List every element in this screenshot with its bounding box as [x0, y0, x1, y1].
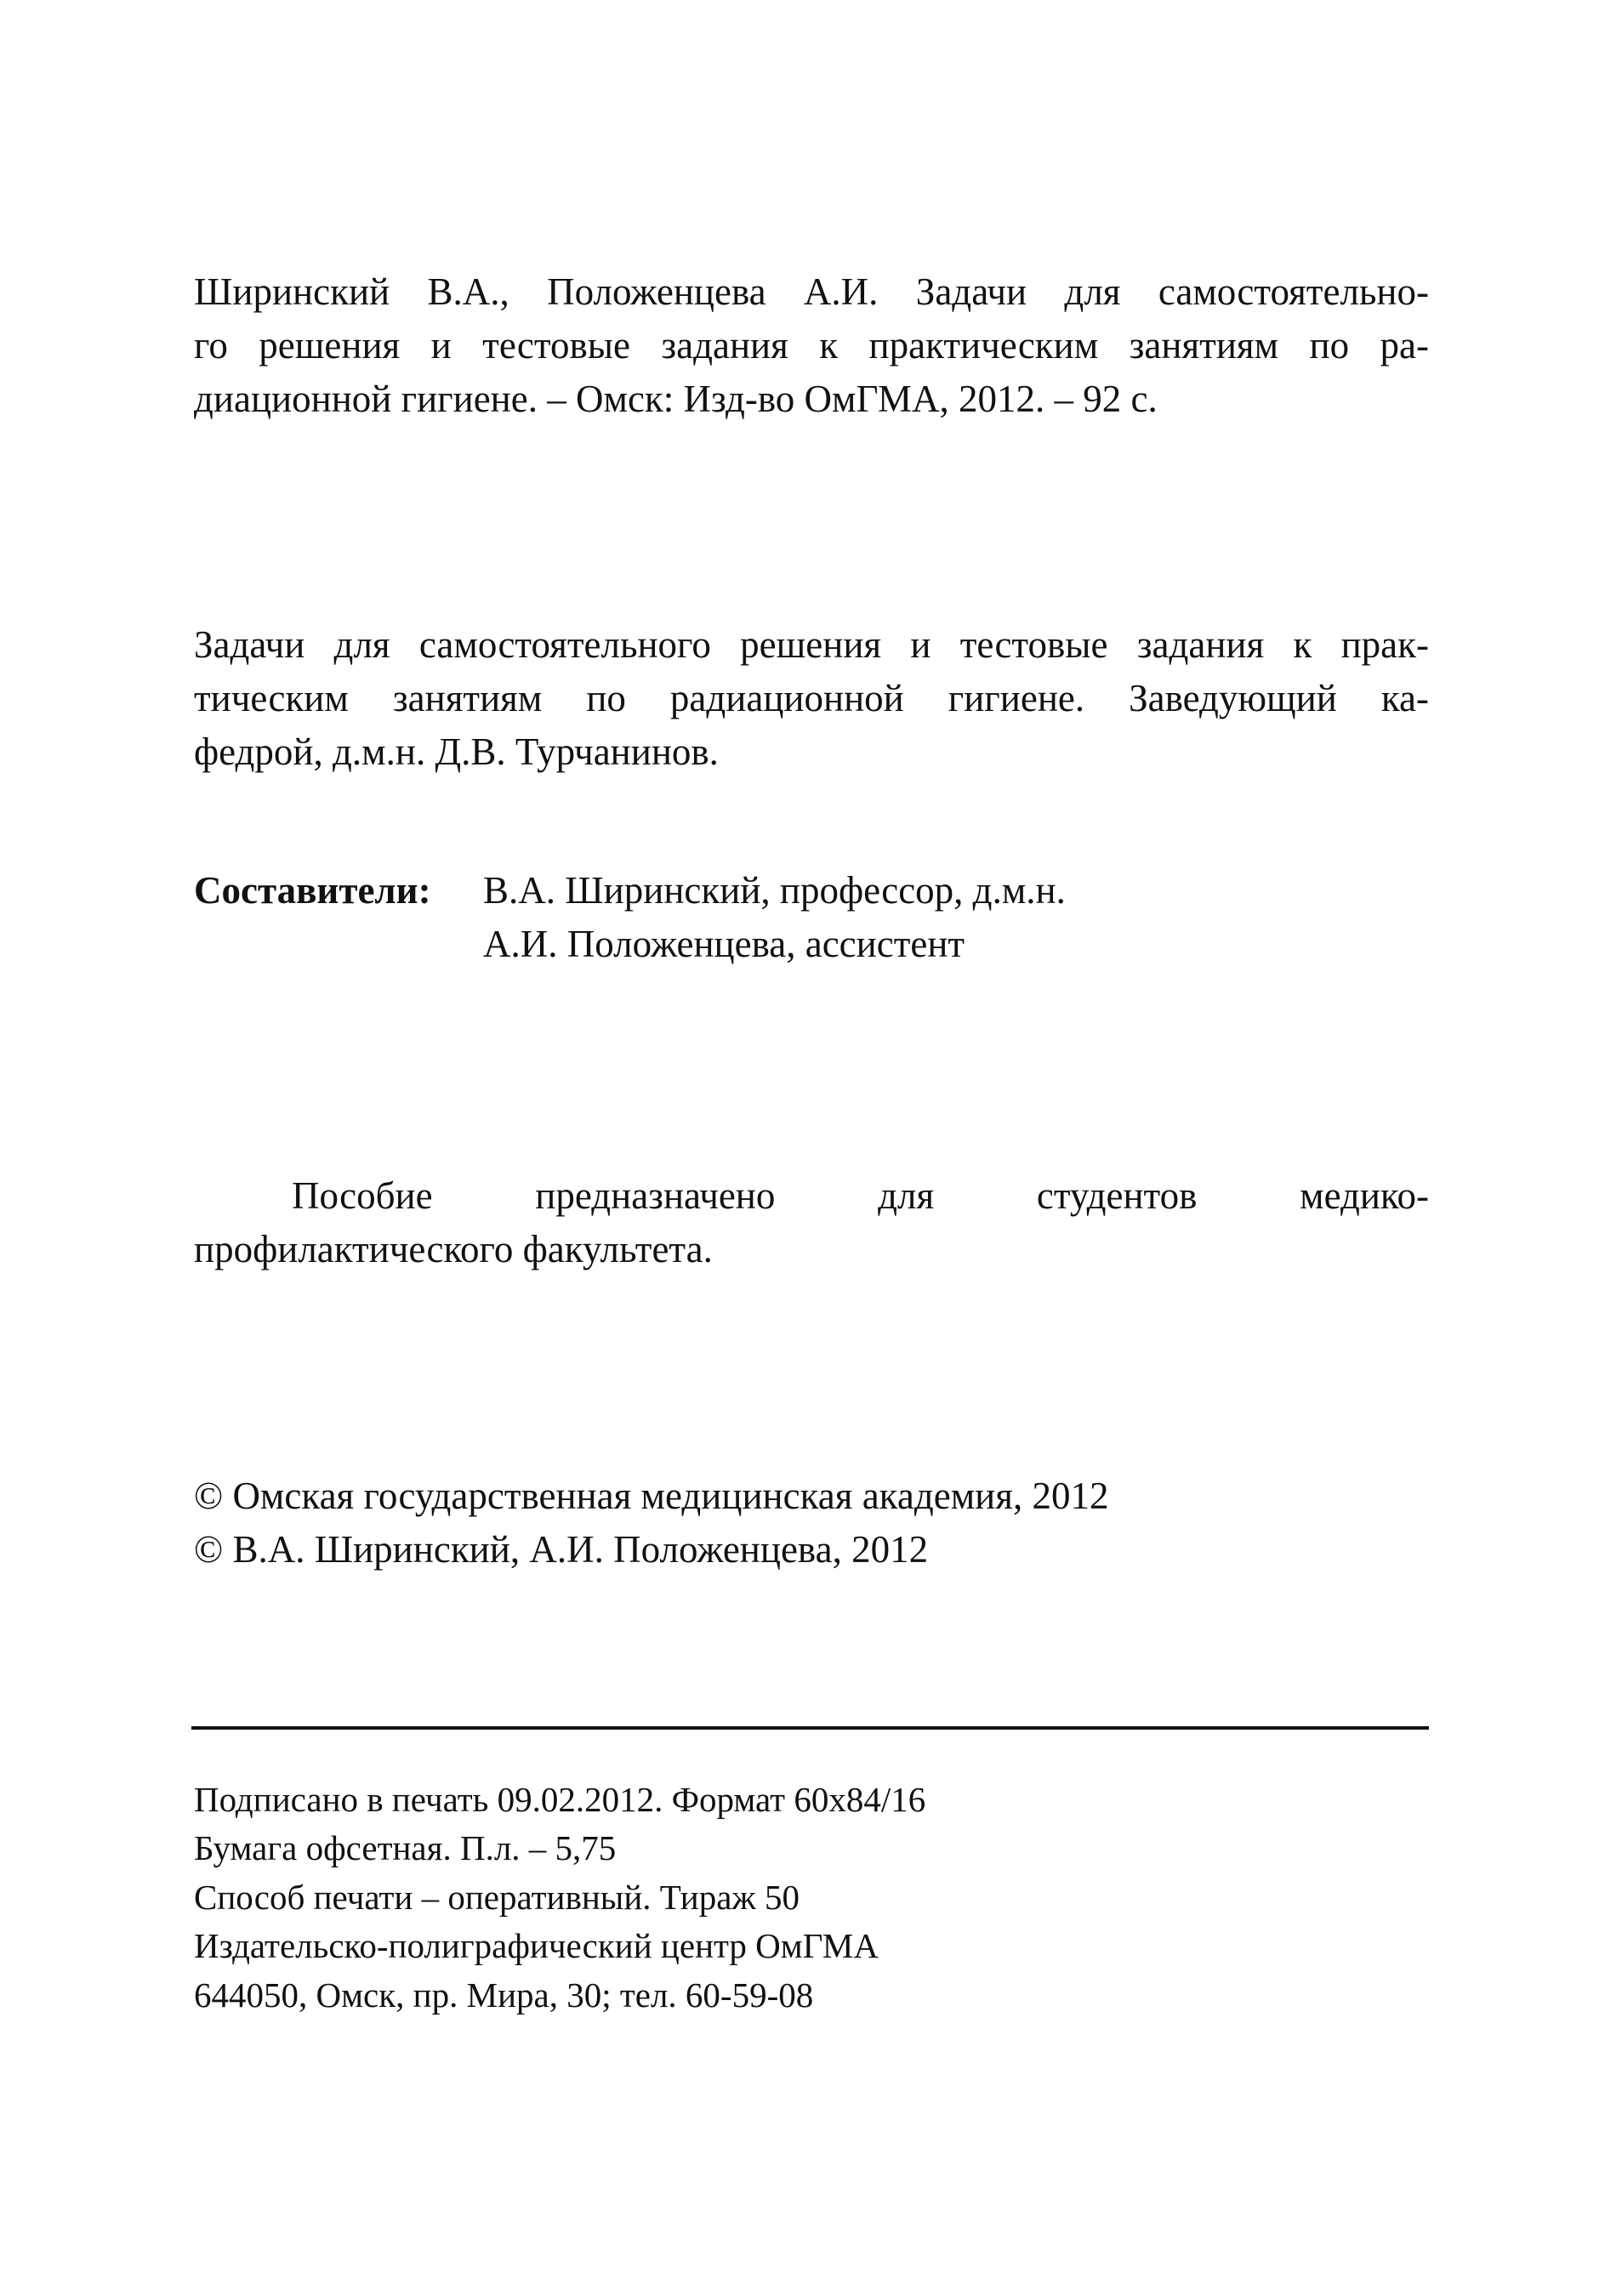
compiler-entry: В.А. Ширинский, профессор, д.м.н.: [483, 869, 1066, 912]
copyright-line: © Омская государственная медицинская академия, 2012: [194, 1475, 1109, 1517]
copyright-line: © В.А. Ширинский, А.И. Положенцева, 2012: [194, 1528, 929, 1571]
copyright-notice: [194, 1469, 1429, 1577]
compiler-entry: А.И. Положенцева, ассистент: [483, 923, 965, 965]
description-line: федрой, д.м.н. Д.В. Турчанинов.: [194, 730, 719, 773]
bibliographic-citation: [194, 265, 1429, 426]
compiler-row: [194, 864, 1429, 918]
compilers-label-spacer: [194, 918, 483, 971]
compilers-section: [194, 864, 1429, 971]
horizontal-divider: [191, 1726, 1429, 1730]
imprint-line: Способ печати – оперативный. Тираж 50: [194, 1877, 800, 1917]
imprint-line: Подписано в печать 09.02.2012. Формат 60x84/16: [194, 1780, 926, 1819]
imprint-details: [194, 1776, 1429, 2020]
description-line: Задачи для самостоятельного решения и тестовые задания к прак-: [194, 623, 1429, 666]
publication-description: [194, 618, 1429, 779]
compiler-row: [194, 918, 1429, 971]
purpose-line: Пособие предназначено для студентов медико-: [292, 1174, 1429, 1217]
compilers-label: Составители:: [194, 869, 431, 912]
citation-line: Ширинский В.А., Положенцева А.И. Задачи для самостоятельно-: [194, 270, 1429, 313]
imprint-line: 644050, Омск, пр. Мира, 30; тел. 60-59-08: [194, 1975, 814, 2015]
imprint-line: Издательско-полиграфический центр ОмГМА: [194, 1926, 879, 1966]
purpose-statement: [194, 1169, 1429, 1276]
citation-line: го решения и тестовые задания к практическим занятиям по ра-: [194, 324, 1429, 367]
citation-line: диационной гигиене. – Омск: Изд-во ОмГМА, 2012. – 92 с.: [194, 378, 1158, 420]
purpose-line: профилактического факультета.: [194, 1228, 713, 1270]
imprint-line: Бумага офсетная. П.л. – 5,75: [194, 1828, 617, 1868]
description-line: тическим занятиям по радиационной гигиене. Заведующий ка-: [194, 677, 1429, 719]
